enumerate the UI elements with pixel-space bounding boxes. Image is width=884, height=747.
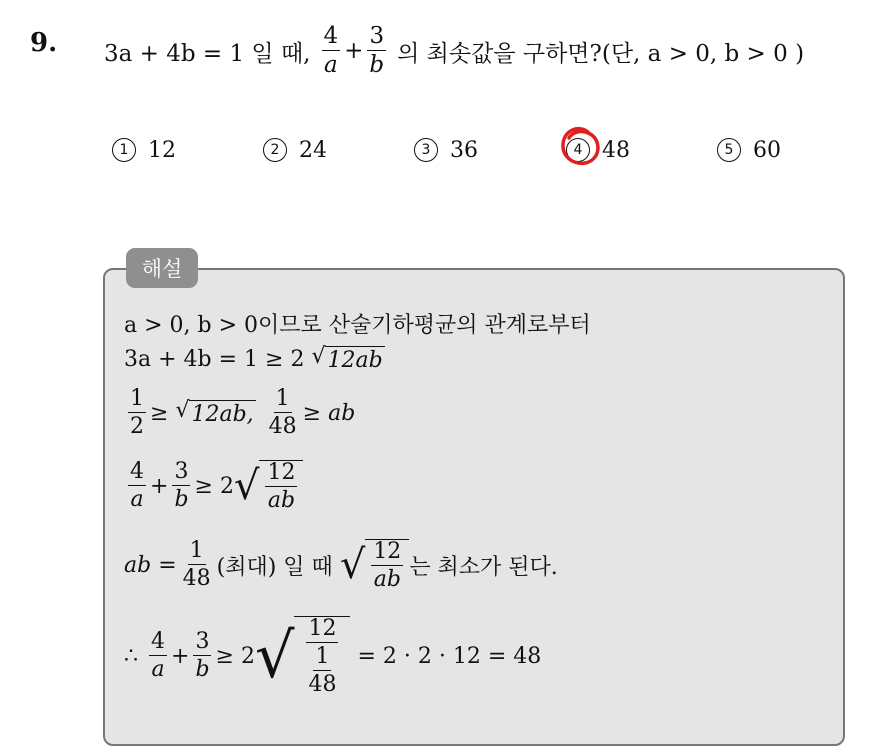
choice-5[interactable]	[717, 132, 781, 168]
fraction-1-over-48: $\frac{1}{48}$	[182, 538, 211, 591]
solution-line-5: ab = $\frac{1}{48}$ (최대) 일 때 √ $\frac{12}{ab}$ 는 최소가 된다.	[124, 538, 558, 592]
fraction-4-over-a: $\frac{4}{a}$	[151, 629, 165, 682]
choice-marker: 4	[566, 138, 590, 162]
fraction-4-over-a: $\frac{4}{a}$	[130, 459, 144, 512]
solution-line-6: ∴ $\frac{4}{a}$ + $\frac{3}{b}$ ≥ 2 √ $\frac{12}{\frac{1}{48}}$ = 2 · 2 · 12 = 48	[124, 616, 542, 697]
fraction-1-over-48: $\frac{1}{48}$	[268, 386, 297, 439]
fraction-3-over-b: $\frac{3}{b}$	[369, 23, 385, 78]
red-circle-mark-icon	[558, 123, 602, 173]
choice-4[interactable]	[566, 132, 630, 168]
solution-tag: 해설	[126, 248, 198, 288]
choice-marker: 2	[263, 138, 287, 162]
choice-marker: 1	[112, 138, 136, 162]
question-ask: 의 최솟값을 구하면?(단, a > 0, b > 0 )	[397, 40, 805, 67]
sqrt-12ab: √ 12ab,	[175, 397, 254, 427]
choice-3[interactable]	[414, 132, 478, 168]
choice-2[interactable]	[263, 132, 327, 168]
choice-value: 12	[148, 137, 176, 163]
solution-line-3: $\frac{1}{2}$ ≥ √ 12ab, $\frac{1}{48}$ ≥ ab	[130, 386, 356, 439]
therefore-symbol: ∴	[124, 643, 138, 669]
choice-value: 24	[299, 137, 327, 163]
solution-line-1: a > 0, b > 0이므로 산술기하평균의 관계로부터	[124, 312, 591, 338]
choice-value: 60	[753, 137, 781, 163]
fraction-3-over-b: $\frac{3}{b}$	[195, 629, 210, 682]
question-number: 9.	[30, 28, 58, 58]
choice-marker: 3	[414, 138, 438, 162]
fraction-3-over-b: $\frac{3}{b}$	[174, 459, 189, 512]
fraction-4-over-a: $\frac{4}{a}$	[323, 23, 339, 78]
sqrt-12ab: √ 12ab	[311, 343, 383, 373]
solution-line-2: 3a + 4b = 1 ≥ 2 √ 12ab	[124, 343, 383, 373]
choice-1[interactable]	[112, 132, 176, 168]
solution-line-4: $\frac{4}{a}$ + $\frac{3}{b}$ ≥ 2 √ $\frac{12}{ab}$	[124, 455, 303, 517]
choice-value: 48	[602, 137, 630, 163]
choice-marker: 5	[717, 138, 741, 162]
sqrt-12-over-ab: √ $\frac{12}{ab}$	[340, 539, 410, 591]
fraction-1-over-2: $\frac{1}{2}$	[130, 386, 144, 439]
question-intro: 3a + 4b = 1 일 때,	[104, 40, 311, 67]
answer-choices	[0, 132, 884, 168]
sqrt-12-over-ab: √ $\frac{12}{ab}$	[234, 460, 304, 512]
sqrt-nested-fraction: √ $\frac{12}{\frac{1}{48}}$	[255, 616, 351, 696]
choice-value: 36	[450, 137, 478, 163]
question-text	[104, 16, 804, 86]
plus-sign: +	[344, 38, 364, 64]
